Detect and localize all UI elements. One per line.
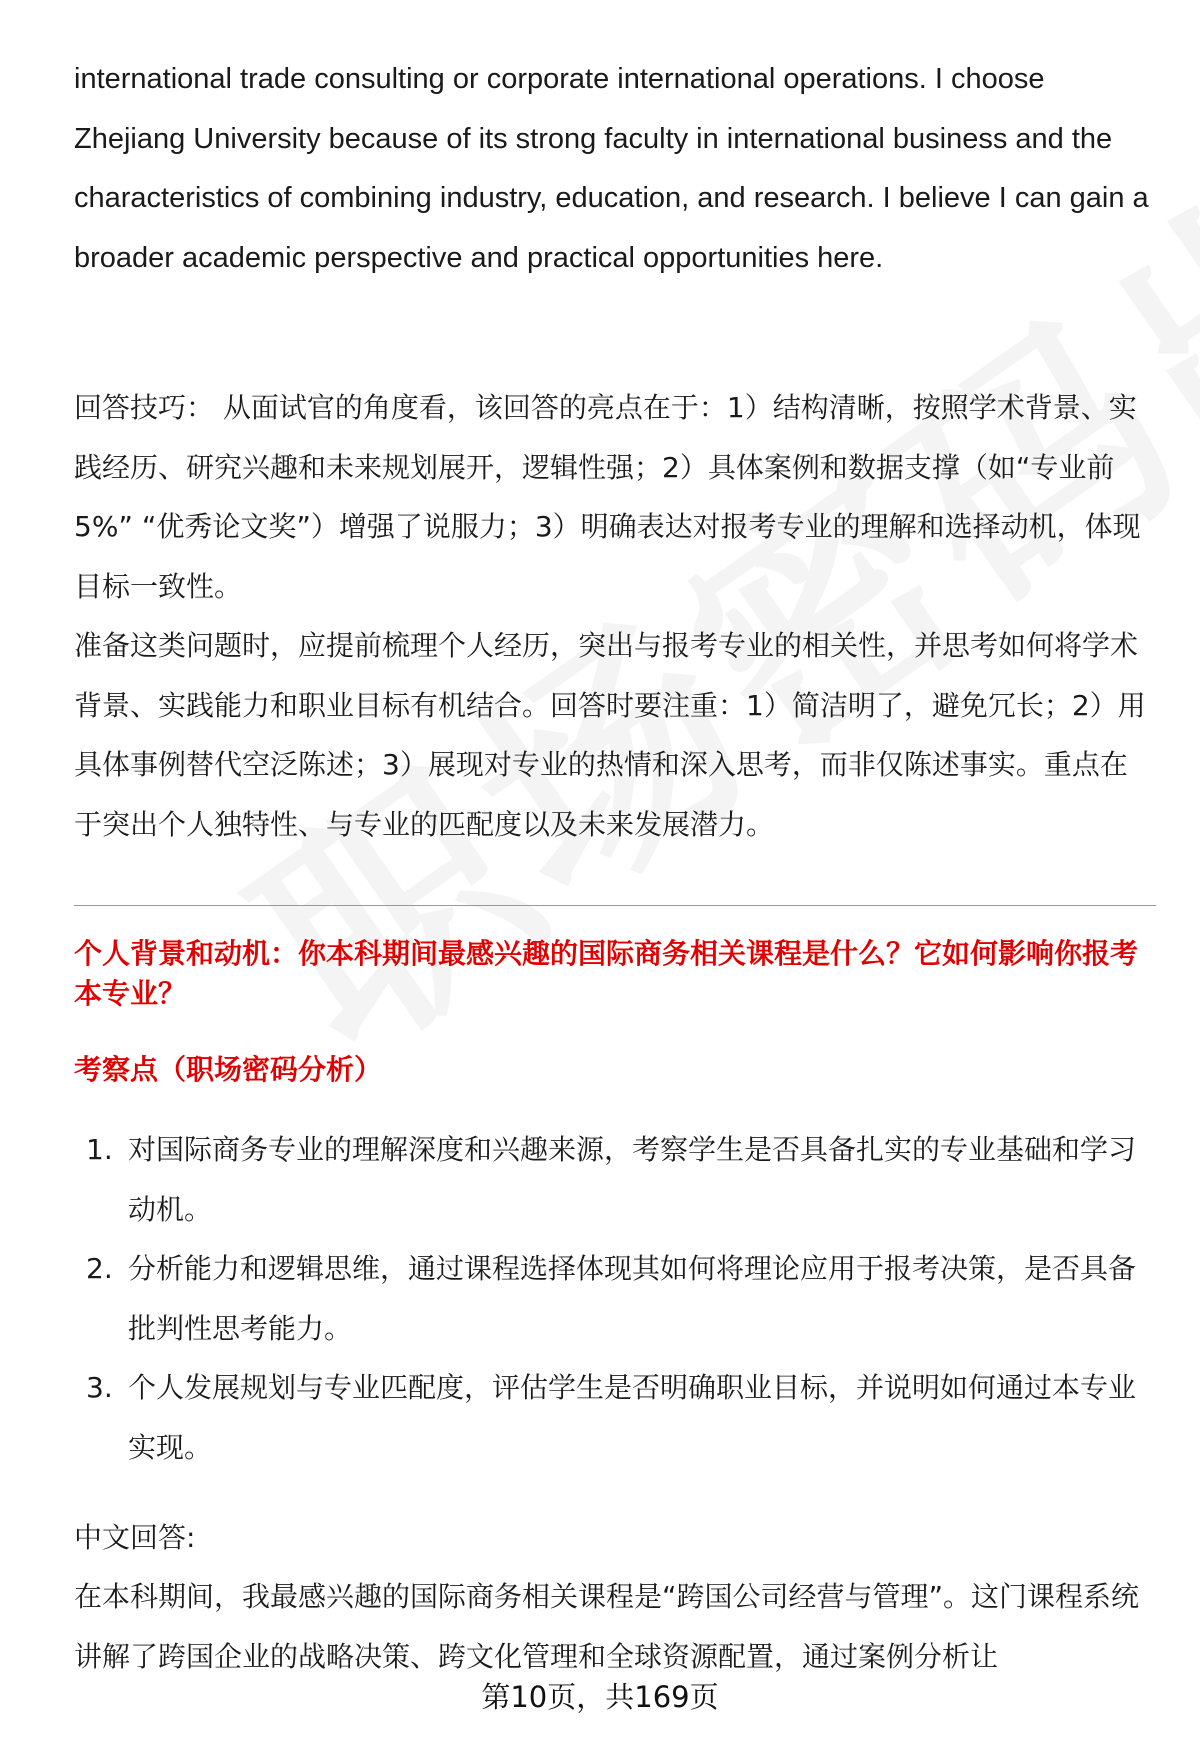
list-item-number: 2.: [86, 1252, 113, 1285]
prep-paragraph: 准备这类问题时，应提前梳理个人经历，突出与报考专业的相关性，并思考如何将学术背景、实践能力和职业目标有机结合。回答时要注重：1）简洁明了，避免冗长；2）用具体事例替代空泛陈述；3）展现对专业的热情和深入思考，而非仅陈述事实。重点在于突出个人独特性、与专业的匹配度以及未来发展潜力。: [74, 629, 1146, 841]
list-item-number: 3.: [86, 1371, 113, 1404]
page-number-footer: 第10页，共169页: [481, 1680, 719, 1714]
list-item-text: 个人发展规划与专业匹配度，评估学生是否明确职业目标，并说明如何通过本专业实现。: [128, 1371, 1137, 1464]
section-divider: [74, 905, 1156, 906]
list-item: [74, 1239, 1154, 1358]
list-item: [74, 1358, 1154, 1477]
list-item-number: 1.: [86, 1133, 113, 1166]
list-item-text: 对国际商务专业的理解深度和兴趣来源，考察学生是否具备扎实的专业基础和学习动机。: [128, 1133, 1137, 1226]
question-heading: 个人背景和动机：你本科期间最感兴趣的国际商务相关课程是什么？它如何影响你报考本专业？: [74, 937, 1139, 1010]
focus-points-list: [74, 1120, 1154, 1477]
list-item-text: 分析能力和逻辑思维，通过课程选择体现其如何将理论应用于报考决策，是否具备批判性思考能力。: [128, 1252, 1137, 1345]
answer-text: 在本科期间，我最感兴趣的国际商务相关课程是“跨国公司经营与管理”。这门课程系统讲解了跨国企业的战略决策、跨文化管理和全球资源配置，通过案例分析让: [74, 1580, 1140, 1673]
tips-paragraph: 回答技巧： 从面试官的角度看，该回答的亮点在于：1）结构清晰，按照学术背景、实践经历、研究兴趣和未来规划展开，逻辑性强；2）具体案例和数据支撑（如“专业前5%” “优秀论文奖”）增强了说服力；3）明确表达对报考专业的理解和选择动机，体现目标一致性。: [74, 391, 1141, 603]
answer-label: 中文回答:: [74, 1521, 196, 1554]
continuation-paragraph: international trade consulting or corporate international operations. I choose Zhejiang University because of its strong faculty in international business and the characteristics of combining industry, education, and research. I believe I can gain a broader academic perspective and practical opportunities here.: [74, 63, 1149, 274]
list-item: [74, 1120, 1154, 1239]
focus-heading: 考察点（职场密码分析）: [74, 1053, 383, 1086]
